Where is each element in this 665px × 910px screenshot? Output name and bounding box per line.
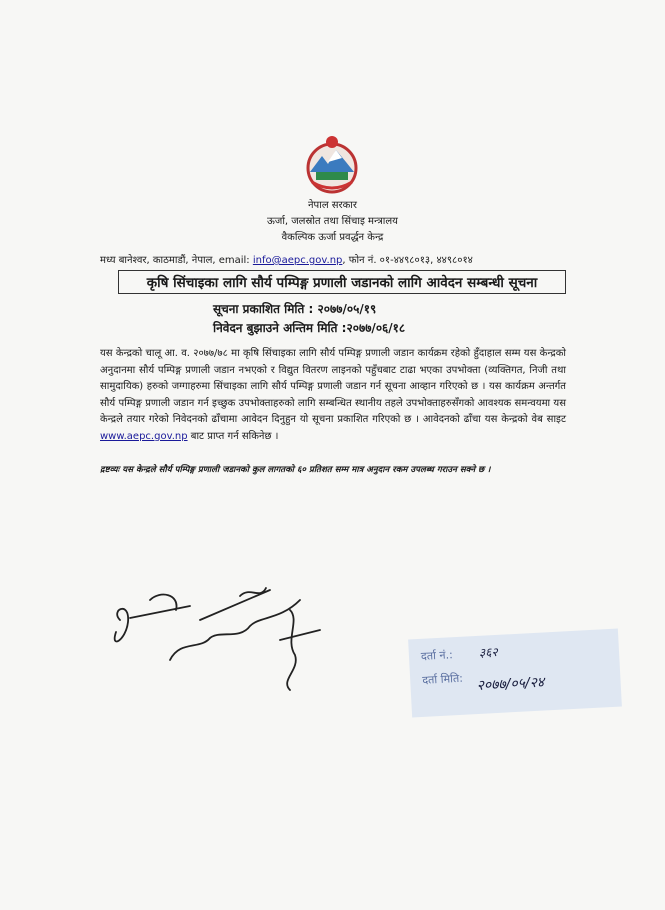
body-closing: बाट प्राप्त गर्न सकिनेछ । <box>187 430 279 442</box>
notice-body <box>100 346 566 446</box>
header-ministry: ऊर्जा, जलस्रोत तथा सिंचाइ मन्त्रालय <box>267 216 398 227</box>
address-text: मध्य बानेश्वर, काठमाडौं, नेपाल, email: <box>100 255 253 266</box>
body-paragraph: यस केन्द्रको चालू आ. व. २०७७/७८ मा कृषि सिंचाइका लागि सौर्य पम्पिङ्ग प्रणाली जडान कार्यक्रम रहेको हुँदाहाल सम्म यस केन्द्रको अनुदानमा सौर्य पम्पिङ्ग प्रणाली जडान नभएको र विद्युत वितरण लाइनको पहुँचबाट टाढा भएका उपभोक्ता (व्यक्तिगत, निजी तथा सामुदायिक) हरुको जग्गाहरुमा सिंचाइका लागि सौर्य पम्पिङ्ग प्रणाली जडान गर्न सूचना आव्हान गरिएको छ । यस कार्यक्रम अन्तर्गत सौर्य पम्पिङ्ग प्रणाली जडान गर्न इच्छुक उपभोक्ताहरुको लागि सम्बन्धित स्थानीय तहले उपभोक्ताहरुसँगको आवश्यक समन्वयमा यस केन्द्रले तयार गरेको निवेदनको ढाँचामा आवेदन दिनुहुन यो सूचना प्रकाशित गरिएको छ । आवेदनको ढाँचा यस केन्द्रको वेब साइट <box>100 348 566 426</box>
government-emblem-icon <box>300 132 364 196</box>
stamp-reg-number: ३६२ <box>478 644 498 660</box>
header-office: वैकल्पिक ऊर्जा प्रवर्द्धन केन्द्र <box>281 232 384 243</box>
notice-title: कृषि सिंचाइका लागि सौर्य पम्पिङ्ग प्रणाली जडानको लागि आवेदन सम्बन्धी सूचना <box>118 270 566 294</box>
website-link[interactable]: www.aepc.gov.np <box>100 430 188 442</box>
registration-stamp <box>408 629 622 718</box>
stamp-date: २०७७/०५/२४ <box>476 674 545 695</box>
stamp-date-label: दर्ता मिति: <box>421 671 464 687</box>
signature-image <box>90 560 350 710</box>
deadline-date: निवेदन बुझाउने अन्तिम मिति :२०७७/०६/१८ <box>213 321 406 335</box>
published-date: सूचना प्रकाशित मिति : २०७७/०५/१९ <box>213 302 377 316</box>
header-government: नेपाल सरकार <box>308 200 357 211</box>
notice-dates <box>213 300 405 338</box>
phone-text: , फोन नं. ०१-४४९८०१३, ४४९८०१४ <box>342 255 473 266</box>
stamp-reg-label: दर्ता नं.: <box>420 648 454 663</box>
email-link[interactable]: info@aepc.gov.np <box>252 255 343 266</box>
footnote: द्रष्टव्यः यस केन्द्रले सौर्य पम्पिङ्ग प्रणाली जडानको कुल लागतको ६० प्रतिशत सम्म मात्र अनुदान रकम उपलब्ध गराउन सक्ने छ । <box>100 465 491 475</box>
contact-line <box>100 252 473 266</box>
